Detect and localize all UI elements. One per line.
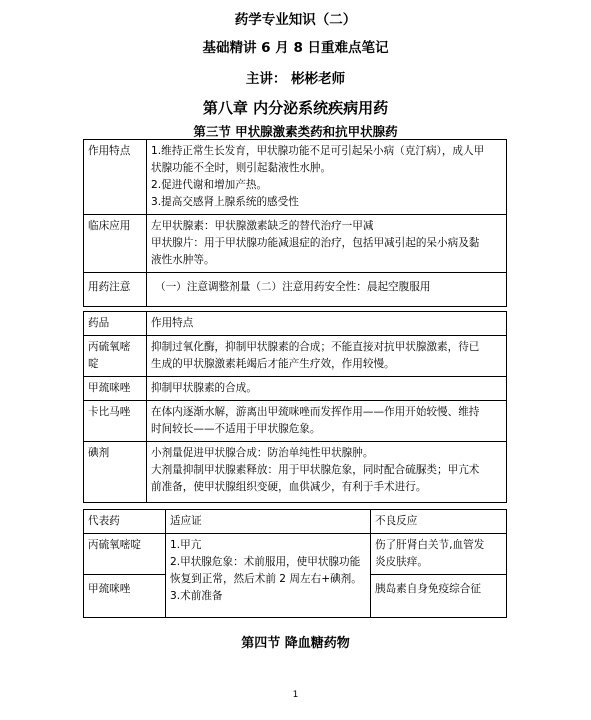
row-content [147, 215, 507, 273]
table-row [84, 336, 507, 377]
drug-name [84, 336, 147, 377]
drug-name [84, 442, 147, 503]
drug-name: 丙硫氧嘧啶 [84, 534, 166, 575]
text-line: 1.甲亢 [170, 539, 202, 551]
text-line: 2.甲状腺危象：术前服用，使甲状腺功能 [170, 556, 361, 568]
antithyroid-drug-table [83, 311, 507, 503]
table-header-row [84, 510, 507, 534]
row-label: 临床应用 [84, 215, 147, 273]
column-header: 作用特点 [147, 312, 507, 336]
text-line: 大剂量抑制甲状腺素释放：用于甲状腺危象，同时配合硫脲类；甲亢术 [151, 464, 480, 476]
text-line: 液性水肿等。 [151, 254, 215, 266]
table-row [84, 534, 507, 575]
text-line: 2.促进代谢和增加产热。 [151, 179, 268, 191]
text-line: 卡比马唑 [88, 406, 131, 418]
text-line: 小剂量促进甲状腺合成：防治单纯性甲状腺肿。 [151, 447, 374, 459]
drug-name [84, 401, 147, 442]
row-label: 用药注意 [84, 273, 147, 307]
text-line: 炎皮肤痒。 [375, 556, 428, 568]
text-line: 前准备，使甲状腺组织变硬，血供减少，有利于手术进行。 [151, 481, 427, 493]
text-line: 碘剂 [88, 447, 110, 459]
table-row [84, 377, 507, 401]
text-line: 恢复到正常，然后术前 2 周左右+碘剂。 [170, 573, 362, 585]
indication-cell [166, 534, 371, 618]
text-line: 左甲状腺素：甲状腺激素缺乏的替代治疗一甲减 [151, 220, 374, 232]
document-subtitle: 基础精讲 6 月 8 日重难点笔记 [202, 40, 389, 56]
table-row [84, 215, 507, 273]
section-heading: 第三节 甲状腺激素类药和抗甲状腺药 [193, 124, 398, 139]
drug-feature [147, 377, 507, 401]
text-line: 甲状腺片：用于甲状腺功能减退症的治疗，包括甲减引起的呆小病及黏 [151, 237, 480, 249]
text-line: 抑制过氧化酶，抑制甲状腺素的合成；不能直接对抗甲状腺激素，待已 [151, 341, 480, 353]
drug-feature [147, 336, 507, 377]
column-header: 适应证 [166, 510, 371, 534]
column-header: 不良反应 [371, 510, 507, 534]
next-section-heading: 第四节 降血糖药物 [241, 636, 350, 651]
adverse-cell [371, 575, 507, 618]
table-row [84, 401, 507, 442]
thyroid-hormone-table [83, 139, 507, 307]
text-line: 抑制甲状腺素的合成。 [151, 382, 257, 394]
page-number: 1 [292, 690, 299, 700]
text-line: 啶 [88, 358, 99, 370]
chapter-heading: 第八章 内分泌系统疾病用药 [202, 99, 389, 117]
text-line: 丙硫氧嘧 [88, 341, 131, 353]
drug-feature [147, 442, 507, 503]
drug-name [84, 377, 147, 401]
row-content [147, 273, 507, 307]
drug-name: 甲巯咪唑 [84, 575, 166, 618]
representative-drug-table [83, 509, 507, 618]
text-line: 1.维持正常生长发育，甲状腺功能不足可引起呆小病（克汀病），成人甲 [151, 145, 485, 157]
text-line: 状腺功能不全时，则引起黏液性水肿。 [151, 162, 332, 174]
text-line: 3.术前准备 [170, 590, 223, 602]
table-row [84, 442, 507, 503]
adverse-cell [371, 534, 507, 575]
text-line: 3.提高交感肾上腺系统的感受性 [151, 196, 299, 208]
column-header: 代表药 [84, 510, 166, 534]
text-line: 伤了肝肾白关节,血管发 [375, 539, 485, 551]
table-header-row [84, 312, 507, 336]
row-label: 作用特点 [84, 140, 147, 215]
text-line: 在体内逐渐水解，游离出甲巯咪唑而发挥作用——作用开始较慢、维持 [151, 406, 480, 418]
document-title: 药学专业知识（二） [234, 12, 357, 28]
lecturer-line: 主讲： 彬彬老师 [245, 71, 346, 87]
text-line: 生成的甲状腺激素耗竭后才能产生疗效，作用较慢。 [151, 358, 395, 370]
drug-feature [147, 401, 507, 442]
column-header: 药品 [84, 312, 147, 336]
text-line: 时间较长——不适用于甲状腺危象。 [151, 423, 321, 435]
row-content [147, 140, 507, 215]
table-row [84, 273, 507, 307]
table-row [84, 140, 507, 215]
text-line: （一）注意调整剂量（二）注意用药安全性：晨起空腹服用 [155, 281, 431, 293]
text-line: 甲巯咪唑 [88, 382, 131, 394]
text-line: 胰岛素自身免疫综合征 [375, 583, 481, 595]
